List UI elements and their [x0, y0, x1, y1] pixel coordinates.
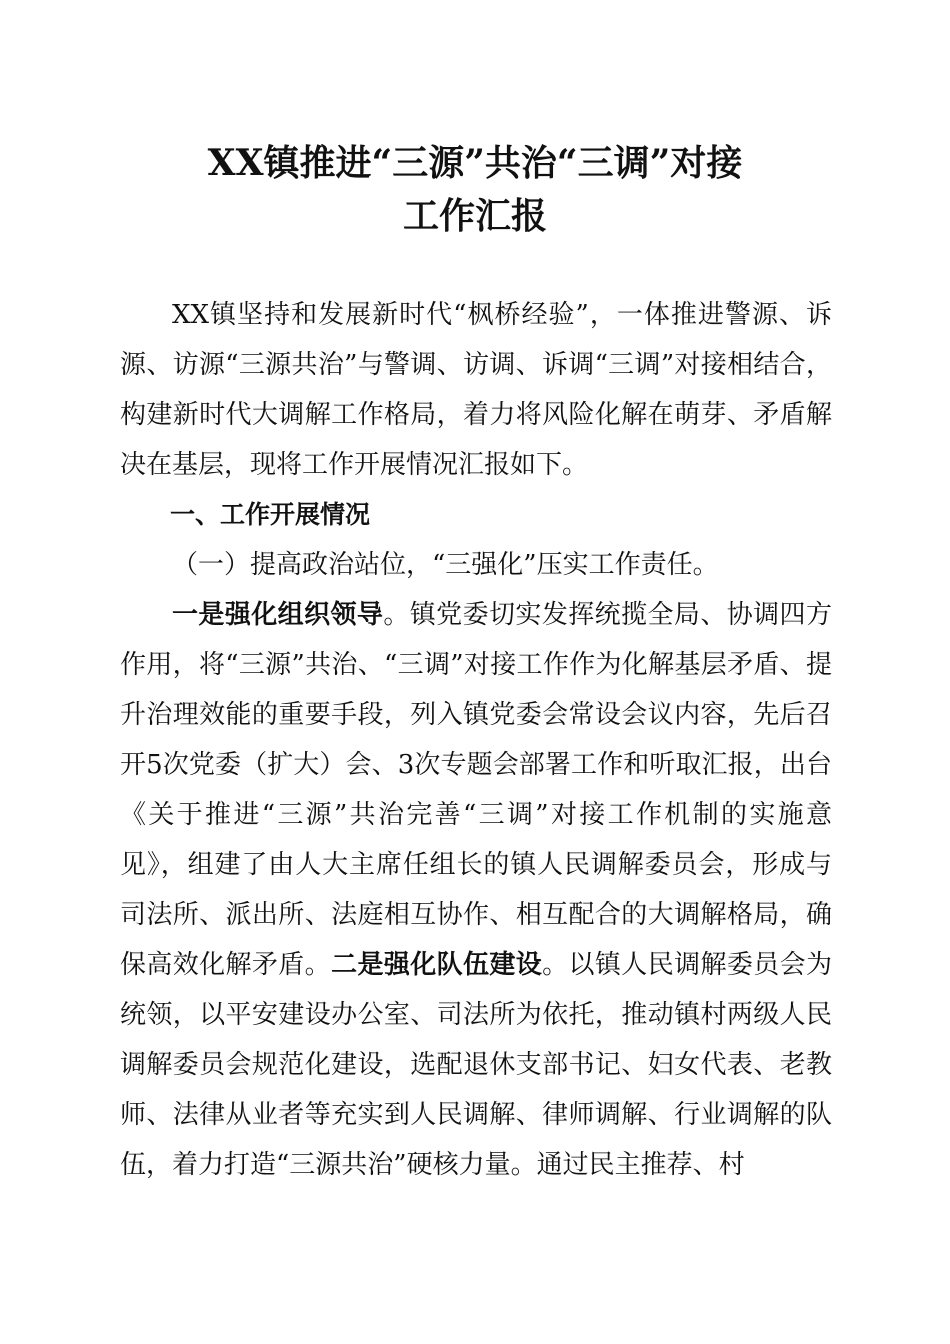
point-2-text: 。以镇人民调解委员会为统领，以平安建设办公室、司法所为依托，推动镇村两级人民调解委员会规范化建设，选配退休支部书记、妇女代表、老教师、法律从业者等充实到人民调解、律师调解、行业调解的队伍，着力打造“三源共治”硬核力量。通过民主推荐、村	[120, 950, 832, 1180]
document-title-line-2: 工作汇报	[402, 195, 547, 237]
intro-paragraph: XX镇坚持和发展新时代“枫桥经验”，一体推进警源、诉源、访源“三源共治”与警调、访调、诉调“三调”对接相结合，构建新时代大调解工作格局，着力将风险化解在萌芽、矛盾解决在基层，现将工作开展情况汇报如下。	[120, 300, 832, 480]
section-heading: 一、工作开展情况	[170, 500, 371, 529]
document-title-line-1: XX镇推进“三源”共治“三调”对接	[207, 142, 743, 184]
point-1-lead: 一是强化组织领导	[172, 600, 384, 630]
body-paragraph	[120, 590, 832, 1190]
point-1-text: 。镇党委切实发挥统揽全局、协调四方作用，将“三源”共治、“三调”对接工作作为化解基层矛盾、提升治理效能的重要手段，列入镇党委会常设会议内容，先后召开5次党委（扩大）会、3次专题会部署工作和听取汇报，出台《关于推进“三源”共治完善“三调”对接工作机制的实施意见》，组建了由人大主席任组长的镇人民调解委员会，形成与司法所、派出所、法庭相互协作、相互配合的大调解格局，确保高效化解矛盾。	[120, 600, 832, 980]
subsection-heading: （一）提高政治站位，“三强化”压实工作责任。	[172, 550, 719, 580]
document-body	[120, 290, 832, 1190]
point-2-lead: 二是强化队伍建设	[331, 950, 543, 980]
